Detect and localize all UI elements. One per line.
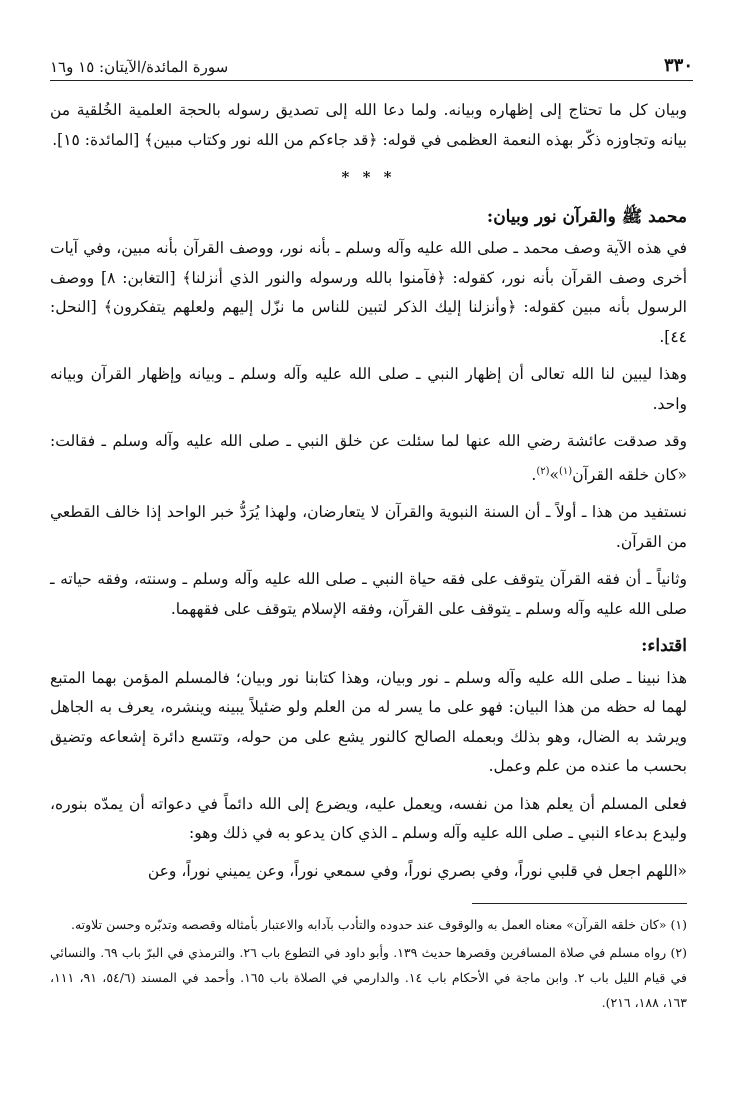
footnotes bbox=[50, 912, 687, 1018]
footnote-ref-2: (٢) bbox=[536, 465, 550, 477]
footnote-ref-1: (١) bbox=[559, 465, 573, 477]
heading-iqtida: اقتداء: bbox=[641, 636, 687, 657]
paragraph-description: في هذه الآية وصف محمد ـ صلى الله عليه وآله وسلم ـ بأنه نور، ووصف القرآن بأنه مبين، وفي آيات أخرى وصف القرآن بأنه نور، كقوله: ﴿فآمنوا بالله ورسوله والنور الذي أنزلنا﴾ [التغابن: ٨] ووصف الرسول بأنه مبين كقوله: ﴿وأنزلنا إليك الذكر لتبين للناس ما نزّل إليهم ولعلهم يتفكرون﴾ [النحل: ٤٤]. bbox=[50, 239, 688, 346]
paragraph-intro: وبيان كل ما تحتاج إلى إظهاره وبيانه. ولما دعا الله إلى تصديق رسوله بالحجة العلمية الخُلقية من بيانه وتجاوزه ذكّر بهذه النعمة العظمى في قوله: ﴿قد جاءكم من الله نور وكتاب مبين﴾ [المائدة: ١٥]. bbox=[50, 101, 687, 149]
page-header bbox=[50, 46, 693, 76]
paragraph-example: هذا نبينا ـ صلى الله عليه وآله وسلم ـ نور وبيان، وهذا كتابنا نور وبيان؛ فالمسلم المؤمن بهما المتبع لهما له حظه من هذا البيان: فهو على ما يسر له من العلم ولو ضئيلاً يبينه وينشره، يعرف به الجاهل ويرشد به الضال، وهو بذلك وبعمله الصالح كالنور يشع على من حوله، وتتسع دائرة إشعاعه وتضيق بحسب ما عنده من علم وعمل. bbox=[50, 668, 687, 776]
running-title: سورة المائدة/الآيتان: ١٥ و١٦ bbox=[50, 58, 229, 76]
paragraph-unity: وهذا ليبين لنا الله تعالى أن إظهار النبي ـ صلى الله عليه وآله وسلم ـ وبيانه وإظهار القرآن وبيانه واحد. bbox=[50, 365, 687, 413]
section-separator: * * * bbox=[341, 168, 396, 186]
paragraph-aisha-text: وقد صدقت عائشة رضي الله عنها لما سئلت عن خلق النبي ـ صلى الله عليه وآله وسلم ـ فقالت: «كان خلقه القرآن bbox=[50, 432, 687, 484]
paragraph-dua: «اللهم اجعل في قلبي نوراً، وفي بصري نوراً، وفي سمعي نوراً، وعن يميني نوراً، وعن bbox=[147, 861, 687, 880]
footnote-1: (١) «كان خلقه القرآن» معناه العمل به والوقوف عند حدوده والتأدب بآدابه والاعتبار بأمثاله وقصصه وتدبّره وحسن تلاوته. bbox=[70, 917, 687, 932]
page-number: ٣٣٠ bbox=[663, 55, 693, 76]
paragraph-second-lesson: وثانياً ـ أن فقه القرآن يتوقف على فقه حياة النبي ـ صلى الله عليه وآله وسلم ـ وسنته، وفقه حياته ـ صلى الله عليه وآله وسلم ـ يتوقف على القرآن، وفقه الإسلام يتوقف على فقههما. bbox=[50, 570, 687, 618]
paragraph-supplication: فعلى المسلم أن يعلم هذا من نفسه، ويعمل عليه، ويضرع إلى الله دائماً في دعواته أن يمدّه بنوره، وليدع بدعاء النبي ـ صلى الله عليه وآله وسلم ـ الذي كان يدعو به في ذلك وهو: bbox=[50, 794, 687, 843]
paragraph-end: . bbox=[531, 465, 537, 484]
paragraph-first-lesson: نستفيد من هذا ـ أولاً ـ أن السنة النبوية والقرآن لا يتعارضان، ولهذا يُرَدُّ خبر الواحد إذا خالف القطعي من القرآن. bbox=[50, 503, 687, 551]
footnote-2: (٢) رواه مسلم في صلاة المسافرين وقصرها حديث ١٣٩. وأبو داود في التطوع باب ٢٦. والترمذي في البرّ باب ٦٩. والنسائي في قيام الليل باب ٢. وابن ماجة في الأحكام باب ١٤. والدارمي في الصلاة باب ١٦٥. وأحمد في المسند (٥٤/٦، ٩١، ١١١، ١٦٣، ١٨٨، ٢١٦). bbox=[50, 945, 688, 1010]
header-divider bbox=[50, 80, 693, 81]
heading-muhammad-quran: محمد ﷺ والقرآن نور وبيان: bbox=[486, 206, 687, 227]
footnote-divider bbox=[472, 903, 687, 904]
quote-close: » bbox=[549, 465, 560, 484]
paragraph-aisha bbox=[50, 427, 687, 490]
main-text bbox=[50, 96, 687, 894]
